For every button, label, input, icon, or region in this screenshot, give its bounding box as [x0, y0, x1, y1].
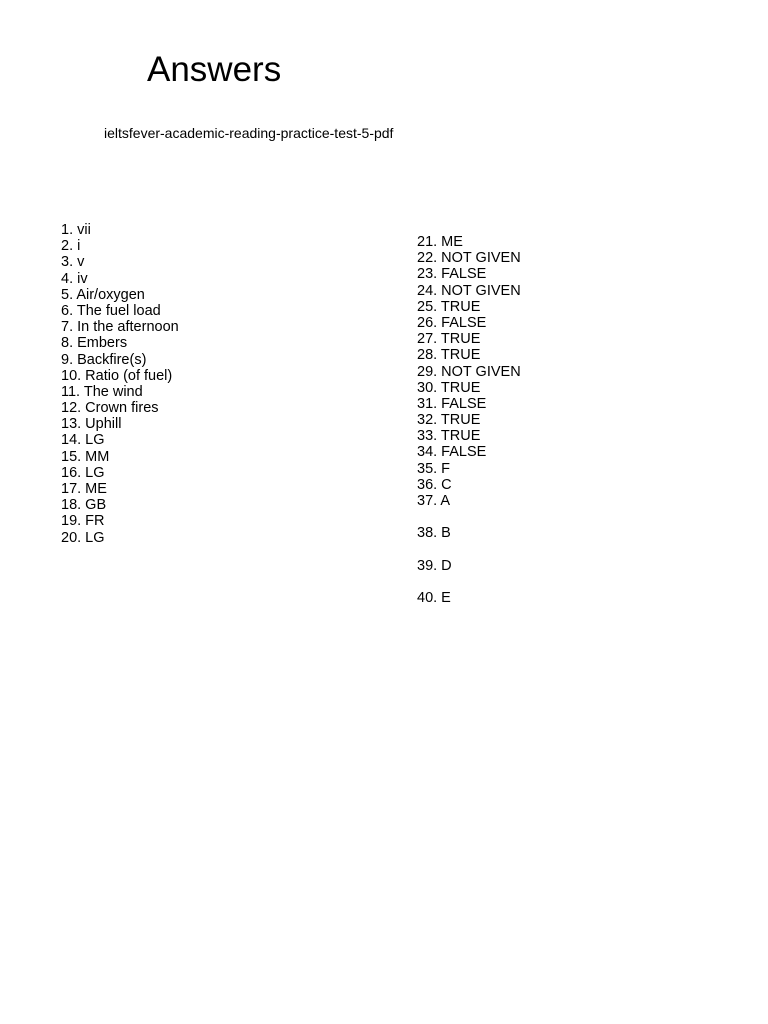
answer-item: 9. Backfire(s)	[61, 351, 147, 368]
answer-item: 14. LG	[61, 432, 105, 449]
answer-item: 22. NOT GIVEN	[417, 250, 521, 267]
answer-item: 37. A	[417, 493, 451, 509]
answer-item: 39. D	[417, 557, 452, 574]
answer-item: 40. E	[417, 590, 451, 607]
answer-item: 35. F	[417, 460, 451, 477]
answer-item: 29. NOT GIVEN	[417, 363, 521, 380]
answer-item: 33. TRUE	[417, 428, 481, 445]
answer-item: 1. vii	[61, 222, 91, 238]
answer-item: 34. FALSE	[417, 444, 487, 461]
answer-item: 19. FR	[61, 513, 105, 530]
answers-right-column	[417, 234, 521, 606]
answer-item: 17. ME	[61, 481, 107, 497]
answer-item: 26. FALSE	[417, 314, 487, 331]
answer-item: 27. TRUE	[417, 331, 481, 348]
answer-item: 6. The fuel load	[61, 302, 161, 319]
answer-item: 8. Embers	[61, 335, 128, 352]
answer-item: 13. Uphill	[61, 416, 122, 433]
page-title: Answers	[147, 50, 282, 89]
answer-item: 12. Crown fires	[61, 400, 159, 417]
document-subtitle: ieltsfever-academic-reading-practice-test-5-pdf	[104, 125, 394, 141]
answer-item: 20. LG	[61, 529, 105, 546]
answer-item: 38. B	[417, 525, 451, 542]
answer-item: 32. TRUE	[417, 412, 481, 429]
answer-item: 25. TRUE	[417, 298, 481, 315]
answer-item: 4. iv	[61, 270, 88, 287]
answer-item: 30. TRUE	[417, 379, 481, 396]
answers-left-column	[61, 222, 179, 546]
answer-item: 23. FALSE	[417, 266, 487, 283]
answer-item: 36. C	[417, 476, 452, 493]
answer-item: 24. NOT GIVEN	[417, 282, 521, 299]
answer-item: 18. GB	[61, 497, 107, 514]
answer-item: 7. In the afternoon	[61, 319, 179, 336]
answer-item: 15. MM	[61, 448, 110, 465]
answer-item: 5. Air/oxygen	[61, 286, 145, 303]
answer-item: 10. Ratio (of fuel)	[61, 367, 173, 384]
answer-item: 3. v	[61, 254, 85, 271]
answer-item: 21. ME	[417, 234, 463, 250]
answer-item: 31. FALSE	[417, 395, 487, 412]
answer-item: 16. LG	[61, 464, 105, 481]
answer-item: 11. The wind	[61, 383, 143, 400]
answer-item: 28. TRUE	[417, 347, 481, 364]
answer-item: 2. i	[61, 238, 81, 255]
